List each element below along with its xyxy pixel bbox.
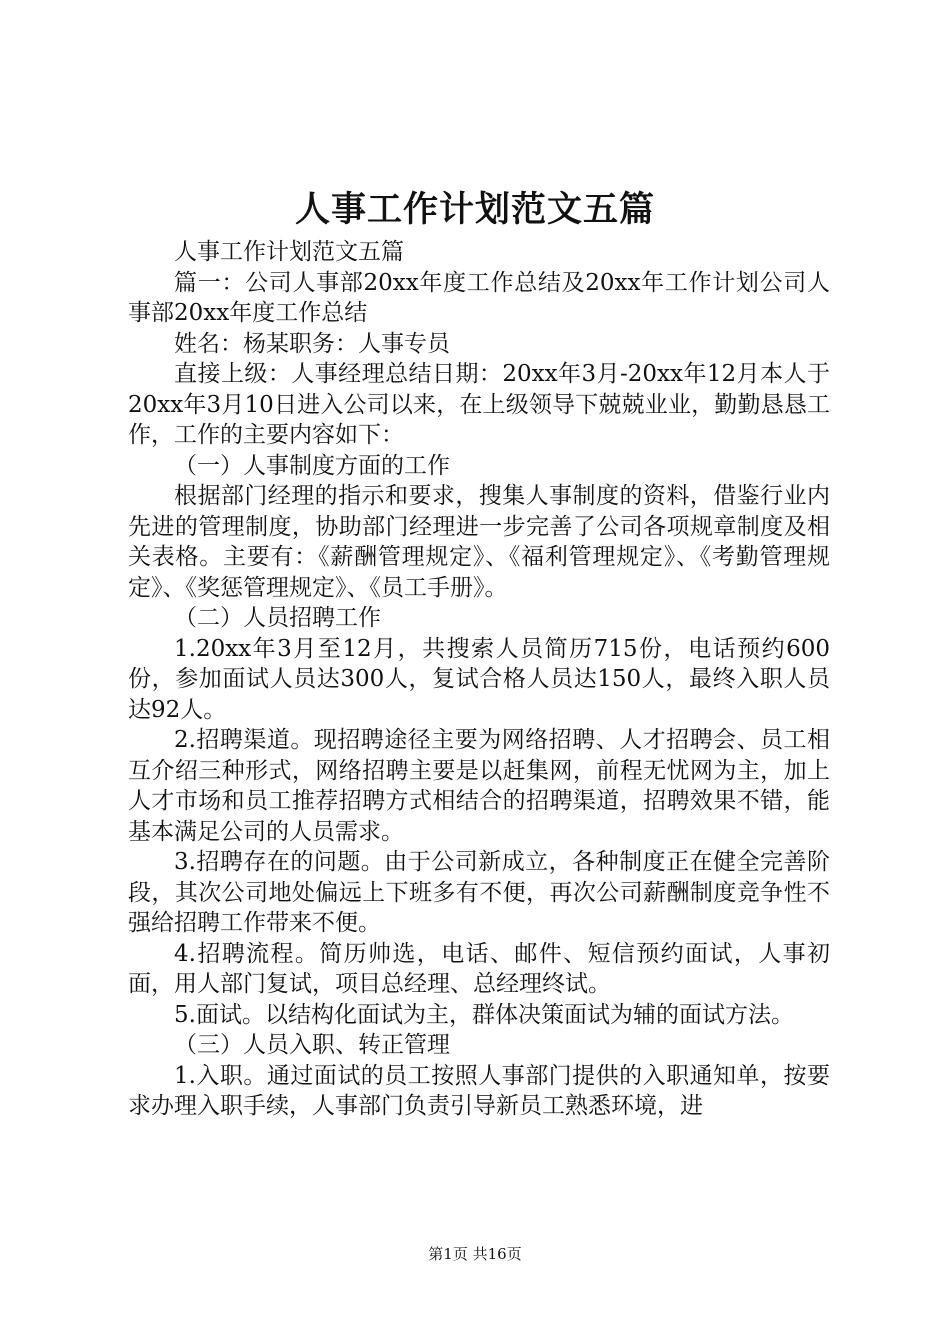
paragraph: （一）人事制度方面的工作: [174, 452, 450, 479]
paragraph: 3.招聘存在的问题。由于公司新成立，各种制度正在健全完善阶段，其次公司地处偏远上下班多有不便，再次公司薪酬制度竞争性不强给招聘工作带来不便。: [128, 849, 830, 936]
paragraph: 直接上级：人事经理总结日期：20xx年3月-20xx年12月本人于20xx年3月10日进入公司以来，在上级领导下兢兢业业，勤勤恳恳工作，工作的主要内容如下：: [128, 361, 830, 448]
document-title: 人事工作计划范文五篇: [294, 189, 655, 230]
paragraph: 姓名：杨某职务：人事专员: [174, 330, 450, 357]
paragraph: 1.入职。通过面试的员工按照人事部门提供的入职通知单，按要求办理入职手续，人事部门负责引导新员工熟悉环境，进: [128, 1062, 830, 1119]
page-number-footer: 第1页 共16页: [428, 1245, 522, 1263]
paragraph: （二）人员招聘工作: [174, 605, 381, 631]
document-body: [128, 237, 830, 1122]
paragraph: （三）人员入职、转正管理: [174, 1032, 450, 1058]
paragraph: 5.面试。以结构化面试为主，群体决策面试为辅的面试方法。: [174, 1001, 794, 1028]
paragraph: 4.招聘流程。简历帅选，电话、邮件、短信预约面试，人事初面，用人部门复试，项目总经理、总经理终试。: [128, 940, 830, 997]
paragraph: 1.20xx年3月至12月，共搜索人员简历715份，电话预约600份，参加面试人员达300人，复试合格人员达150人，最终入职人员达92人。: [128, 635, 830, 723]
paragraph: 2.招聘渠道。现招聘途径主要为网络招聘、人才招聘会、员工相互介绍三种形式，网络招聘主要是以赶集网，前程无忧网为主，加上人才市场和员工推荐招聘方式相结合的招聘渠道，招聘效果不错，能基本满足公司的人员需求。: [128, 727, 830, 845]
paragraph: 人事工作计划范文五篇: [174, 239, 404, 265]
paragraph: 篇一：公司人事部20xx年度工作总结及20xx年工作计划公司人事部20xx年度工作总结: [128, 269, 830, 326]
paragraph: 根据部门经理的指示和要求，搜集人事制度的资料，借鉴行业内先进的管理制度，协助部门经理进一步完善了公司各项规章制度及相关表格。主要有：《薪酬管理规定》、《福利管理规定》、《考勤管理规定》、《奖惩管理规定》、《员工手册》。: [128, 483, 830, 601]
